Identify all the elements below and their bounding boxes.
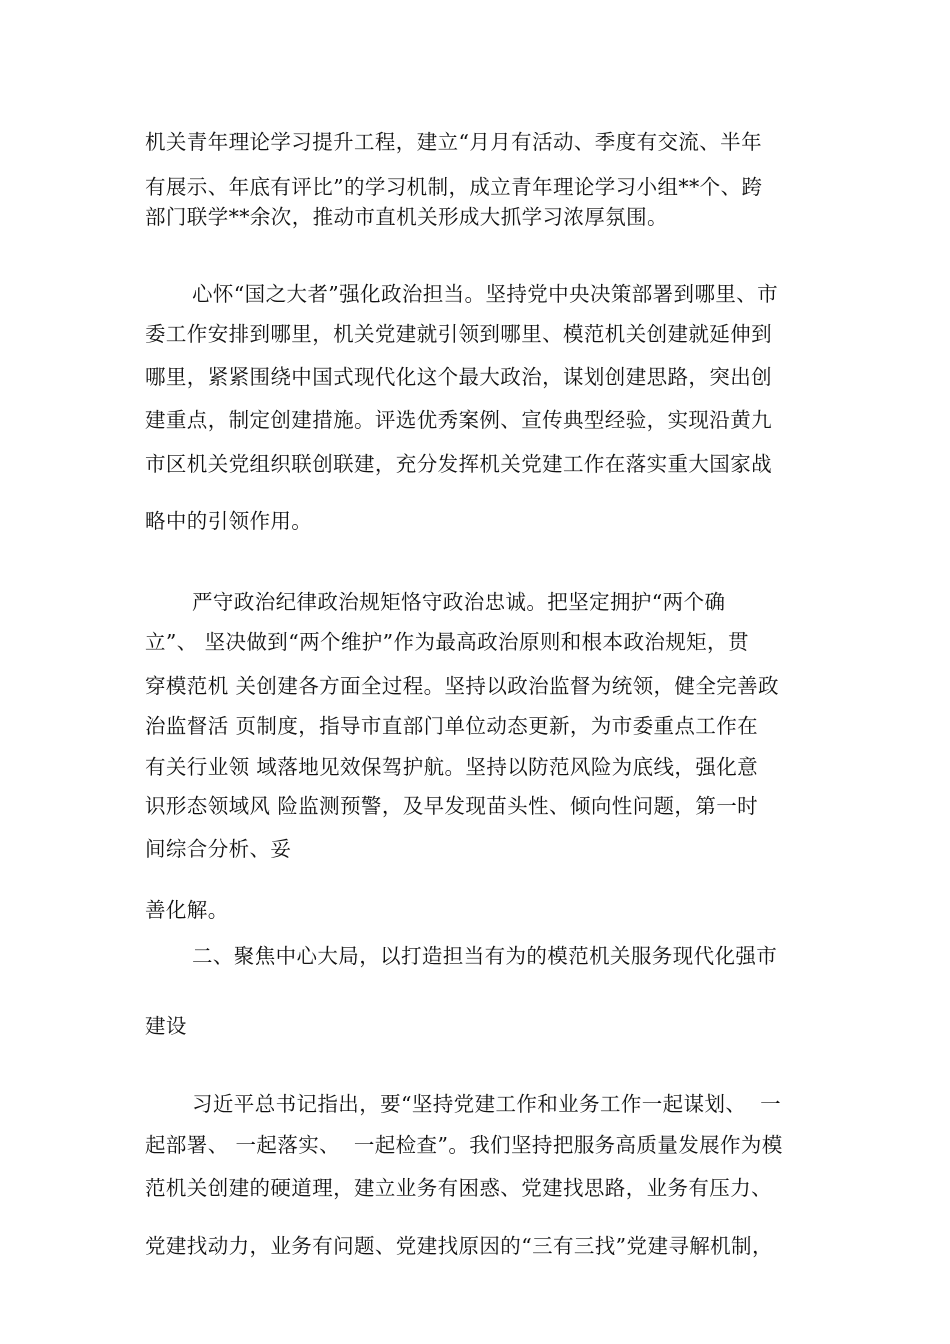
paragraph-line: 穿模范机 关创建各方面全过程。坚持以政治监督为统领，健全完善政 (145, 674, 779, 698)
paragraph-line: 治监督活 页制度，指导市直部门单位动态更新，为市委重点工作在 (145, 714, 759, 738)
paragraph-line: 心怀“国之大者”强化政治担当。坚持党中央决策部署到哪里、市 (192, 282, 779, 306)
paragraph-line: 有展示、年底有评比”的学习机制，成立青年理论学习小组**个、跨 (145, 175, 763, 199)
paragraph-line: 间综合分析、妥 (145, 837, 292, 861)
paragraph-line: 略中的引领作用。 (145, 509, 313, 533)
paragraph-line: 有关行业领 域落地见效保驾护航。坚持以防范风险为底线，强化意 (145, 755, 759, 779)
paragraph-line: 委工作安排到哪里，机关党建就引领到哪里、模范机关创建就延伸到 (145, 322, 772, 346)
paragraph-line: 机关青年理论学习提升工程，建立“月月有活动、季度有交流、半年 (145, 130, 762, 154)
section-heading-line: 二、聚焦中心大局，以打造担当有为的模范机关服务现代化强市 (192, 944, 778, 968)
paragraph-line: 部门联学**余次，推动市直机关形成大抓学习浓厚氛围。 (145, 205, 668, 229)
paragraph-line: 市区机关党组织联创联建，充分发挥机关党建工作在落实重大国家战 (145, 452, 772, 476)
paragraph-line: 立”、 坚决做到“两个维护”作为最高政治原则和根本政治规矩，贯 (145, 630, 749, 654)
paragraph-line: 习近平总书记指出，要“坚持党建工作和业务工作一起谋划、 一 (192, 1092, 782, 1116)
paragraph-line: 起部署、 一起落实、 一起检查”。我们坚持把服务高质量发展作为模 (145, 1133, 783, 1157)
paragraph-line: 哪里，紧紧围绕中国式现代化这个最大政治，谋划创建思路，突出创 (145, 365, 772, 389)
paragraph-line: 善化解。 (145, 898, 229, 922)
section-heading-line: 建设 (145, 1014, 187, 1038)
paragraph-line: 识形态领域风 险监测预警，及早发现苗头性、倾向性问题，第一时 (145, 794, 759, 818)
paragraph-line: 建重点，制定创建措施。评选优秀案例、宣传典型经验，实现沿黄九 (145, 408, 772, 432)
paragraph-line: 范机关创建的硬道理，建立业务有困惑、党建找思路，业务有压力、 (145, 1176, 772, 1200)
paragraph-line: 党建找动力，业务有问题、党建找原因的“三有三找”党建寻解机制， (145, 1234, 773, 1258)
paragraph-line: 严守政治纪律政治规矩恪守政治忠诚。把坚定拥护“两个确 (192, 590, 726, 614)
